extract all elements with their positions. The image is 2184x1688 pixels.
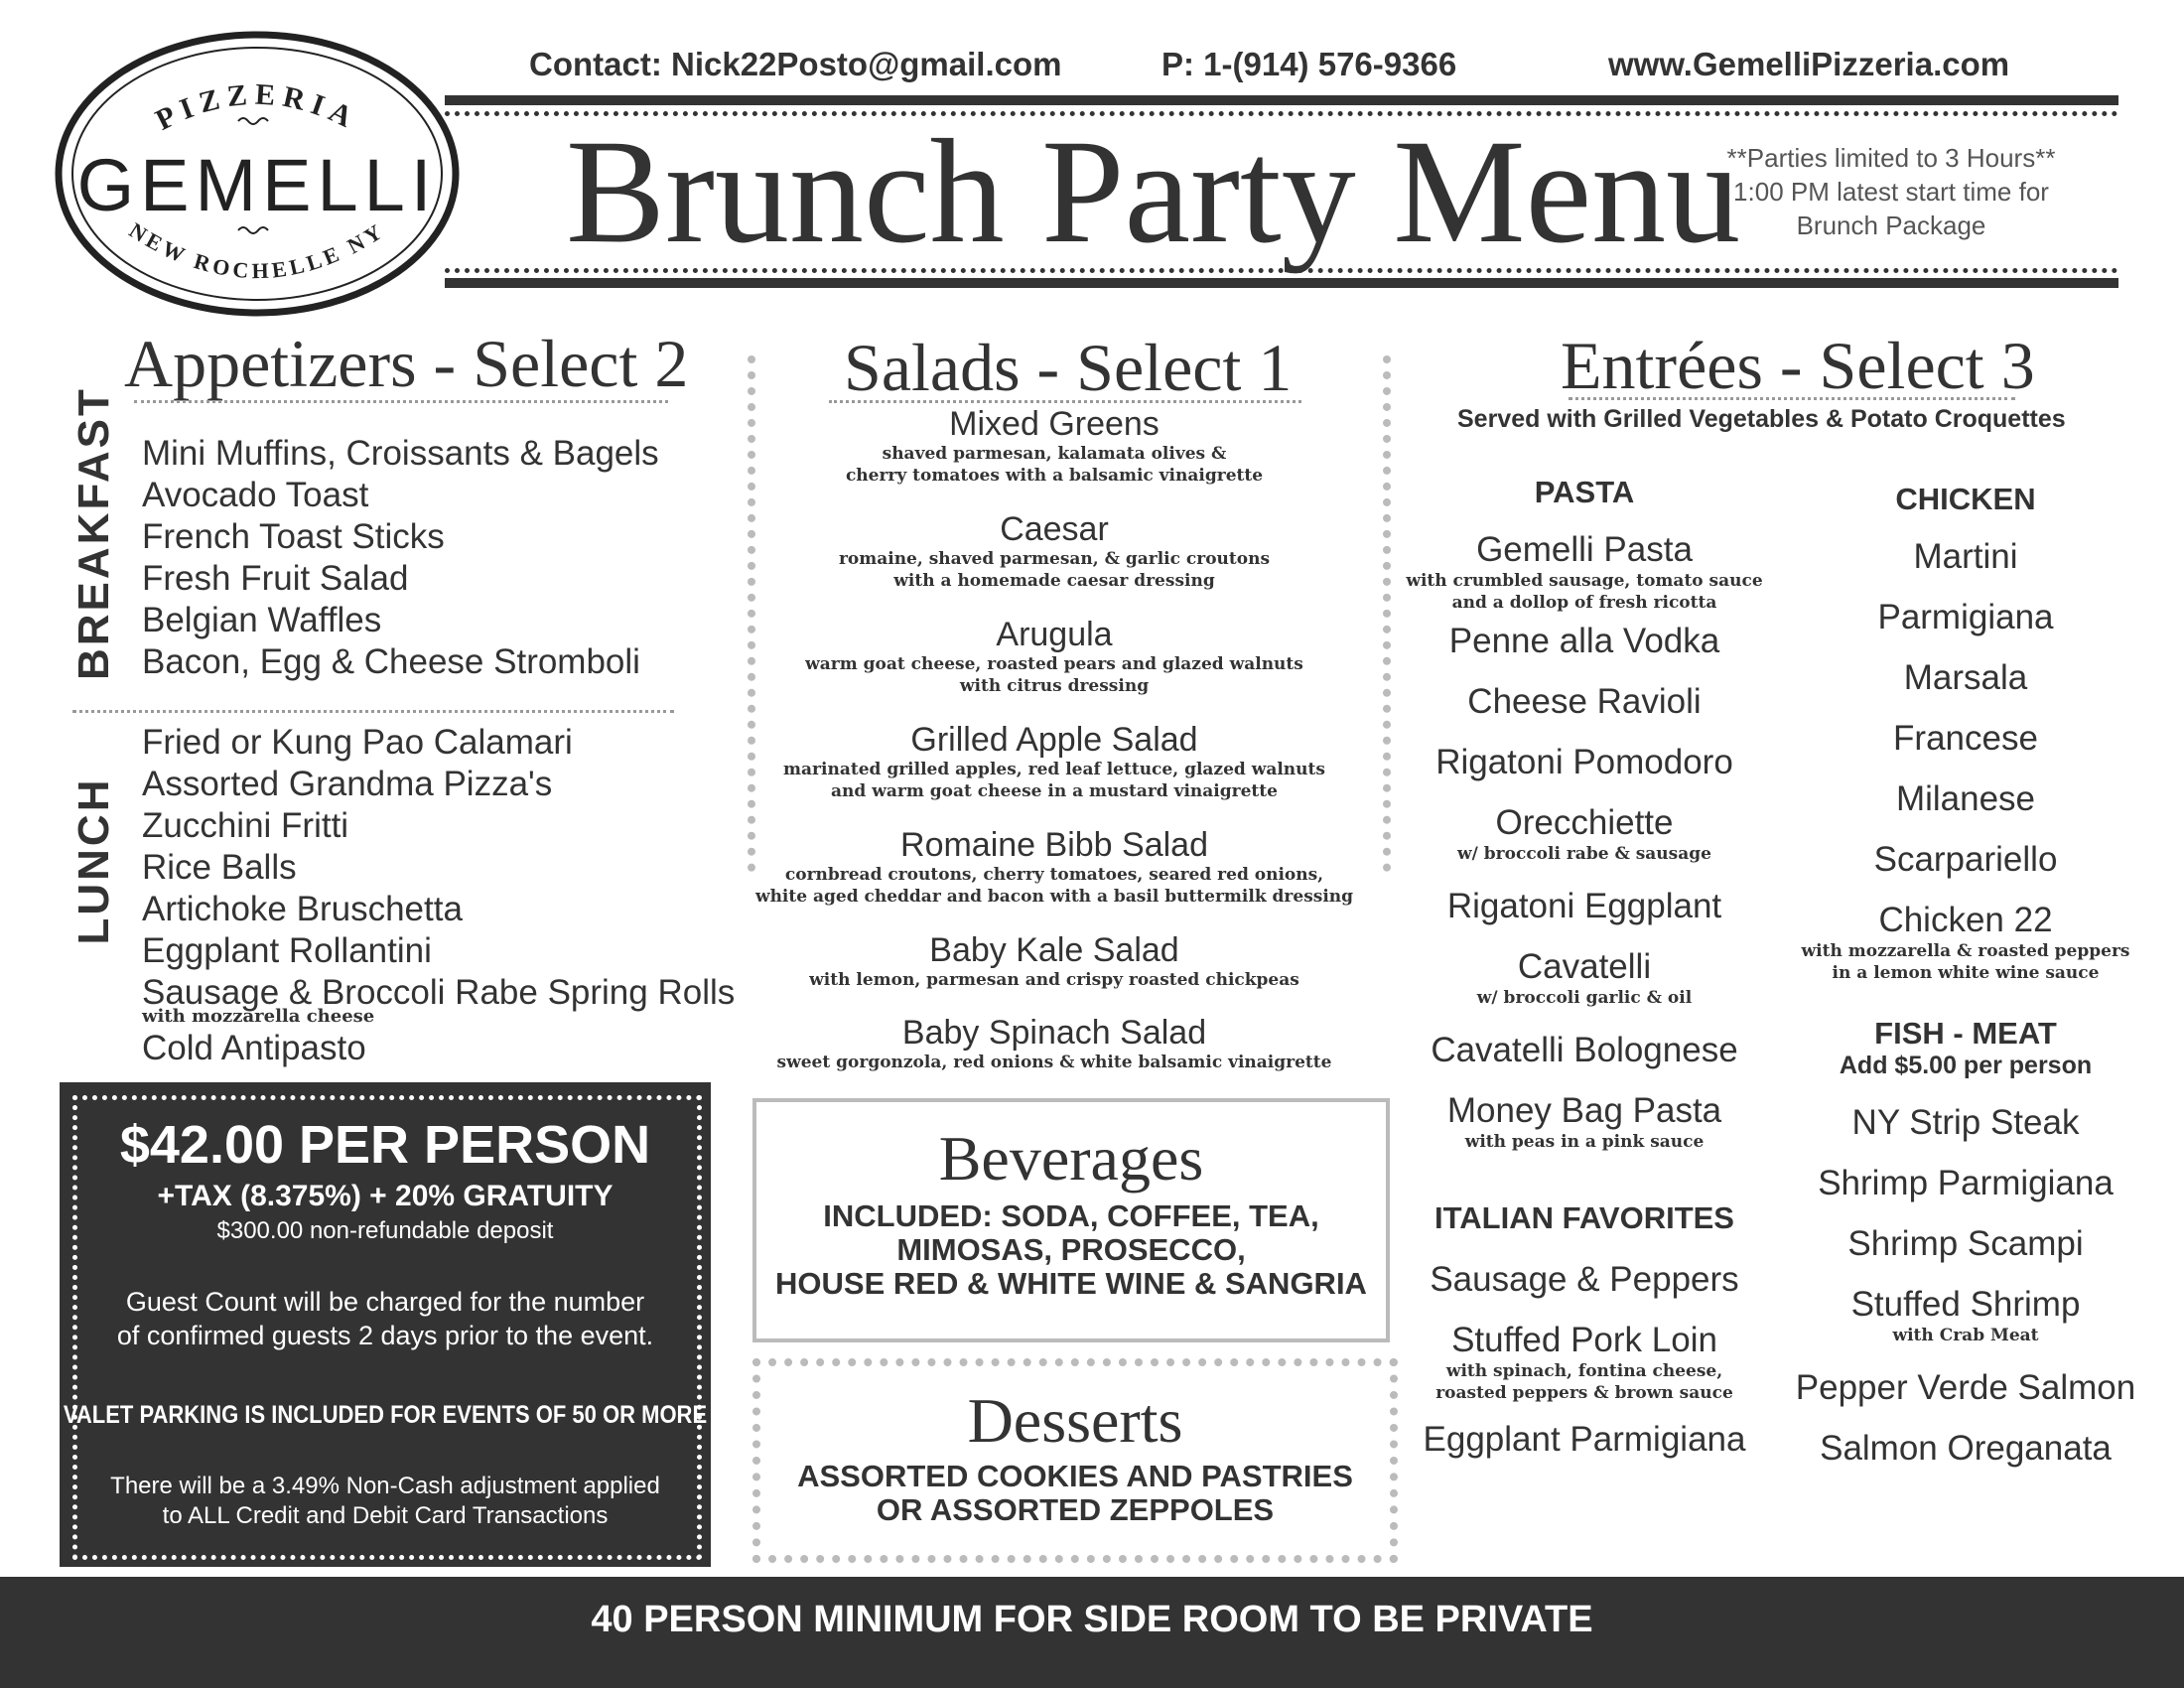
entree-item: Pepper Verde Salmon <box>1795 1368 2136 1407</box>
salad-desc: romaine, shaved parmesan, & garlic croutons <box>838 549 1271 569</box>
desserts-list <box>752 1460 1398 1527</box>
salad-item <box>747 510 1362 616</box>
header-bottom-rule <box>445 278 2118 288</box>
entree-item: Marsala <box>1903 658 2028 697</box>
salad-desc: white aged cheddar and bacon with a basil buttermilk dressing <box>754 887 1354 907</box>
price-per-person: $42.00 PER PERSON <box>119 1115 651 1175</box>
entree-item: Cheese Ravioli <box>1467 682 1702 721</box>
entree-item <box>1390 947 1779 1031</box>
salads-title-underline <box>829 400 1301 403</box>
salad-name: Baby Kale Salad <box>929 931 1179 969</box>
appetizers-title-underline <box>134 400 668 403</box>
entree-desc: and a dollop of fresh ricotta <box>1451 593 1717 613</box>
salad-desc: warm goat cheese, roasted pears and glazed walnuts <box>805 654 1303 674</box>
entree-item <box>1777 1285 2154 1368</box>
list-item: French Toast Sticks <box>142 517 445 556</box>
beverages-title: Beverages <box>938 1123 1204 1194</box>
entree-desc: with spinach, fontina cheese, <box>1445 1361 1723 1381</box>
contact-email: Contact: Nick22Posto@gmail.com <box>529 46 1062 82</box>
salad-desc: with a homemade caesar dressing <box>893 571 1215 591</box>
entree-item: Martini <box>1913 537 2018 576</box>
entree-item: Salmon Oreganata <box>1820 1429 2112 1468</box>
list-item: Belgian Waffles <box>142 601 382 639</box>
breakfast-list <box>142 433 659 683</box>
non-cash-line: to ALL Credit and Debit Card Transactions <box>162 1502 609 1529</box>
chicken-column <box>1777 482 2154 1489</box>
fish-meat-category: FISH - MEAT <box>1874 1016 2057 1051</box>
salad-desc: cherry tomatoes with a balsamic vinaigrette <box>845 466 1264 486</box>
entree-desc: with Crab Meat <box>1892 1326 2039 1345</box>
entree-item <box>1390 1321 1779 1420</box>
beverages-line: MIMOSAS, PROSECCO, <box>896 1232 1246 1267</box>
lunch-label: LUNCH <box>69 776 118 945</box>
entree-name: Stuffed Shrimp <box>1850 1285 2081 1324</box>
entree-desc: with peas in a pink sauce <box>1464 1132 1705 1152</box>
salad-item <box>747 931 1362 1014</box>
entree-name: Cavatelli <box>1517 947 1652 986</box>
salad-name: Grilled Apple Salad <box>910 721 1198 759</box>
entrees-subtitle: Served with Grilled Vegetables & Potato Croquettes <box>1457 405 2066 433</box>
guest-count-line: Guest Count will be charged for the number <box>125 1287 645 1317</box>
salad-desc: with citrus dressing <box>959 676 1150 696</box>
gemelli-logo <box>55 30 460 318</box>
beverages-line: INCLUDED: SODA, COFFEE, TEA, <box>823 1198 1319 1233</box>
list-item: Fresh Fruit Salad <box>142 559 409 598</box>
logo-bottom-text: NEW ROCHELLE NY <box>124 216 390 284</box>
entree-item: NY Strip Steak <box>1851 1103 2080 1142</box>
list-item: Cold Antipasto <box>142 1029 366 1067</box>
entree-item: Shrimp Scampi <box>1847 1224 2084 1263</box>
desserts-title: Desserts <box>967 1385 1183 1456</box>
page-title: Brunch Party Menu <box>566 109 1741 274</box>
salad-item <box>747 1014 1362 1083</box>
list-item: Zucchini Fritti <box>142 806 349 845</box>
list-item: Avocado Toast <box>142 476 369 514</box>
logo-top-text: PIZZERIA <box>150 77 364 137</box>
salad-item <box>747 616 1362 721</box>
entree-desc: with crumbled sausage, tomato sauce <box>1406 571 1763 591</box>
entrees-title: Entrées - Select 3 <box>1561 328 2035 403</box>
entree-item: Parmigiana <box>1877 598 2054 636</box>
entree-item: Penne alla Vodka <box>1448 622 1720 660</box>
italian-category: ITALIAN FAVORITES <box>1434 1200 1734 1235</box>
logo-name: GEMELLI <box>76 144 438 226</box>
non-cash-line: There will be a 3.49% Non-Cash adjustment applied <box>110 1473 660 1499</box>
party-notes <box>1673 141 2110 242</box>
salad-item <box>747 405 1362 510</box>
list-item: Fried or Kung Pao Calamari <box>142 723 573 762</box>
tax-gratuity: +TAX (8.375%) + 20% GRATUITY <box>157 1180 614 1212</box>
salad-name: Mixed Greens <box>949 405 1160 443</box>
salad-desc: with lemon, parmesan and crispy roasted chickpeas <box>809 970 1299 990</box>
salad-desc: cornbread croutons, cherry tomatoes, seared red onions, <box>784 865 1324 885</box>
entree-item: Milanese <box>1895 779 2036 818</box>
entree-item: Rigatoni Eggplant <box>1446 887 1722 925</box>
beverages-list <box>752 1199 1390 1301</box>
entree-item: Sausage & Peppers <box>1430 1260 1739 1299</box>
salad-desc: sweet gorgonzola, red onions & white balsamic vinaigrette <box>776 1053 1332 1072</box>
footer-text: 40 PERSON MINIMUM FOR SIDE ROOM TO BE PRIVATE <box>591 1599 1593 1640</box>
chicken-category: CHICKEN <box>1895 482 2036 516</box>
entree-desc: with mozzarella & roasted peppers <box>1801 941 2130 961</box>
salad-name: Romaine Bibb Salad <box>900 826 1208 864</box>
list-item: Assorted Grandma Pizza's <box>142 765 553 803</box>
entree-item: Francese <box>1893 719 2038 758</box>
salad-desc: marinated grilled apples, red leaf lettuce, glazed walnuts <box>783 760 1325 779</box>
guest-count-note <box>60 1285 711 1352</box>
guest-count-line: of confirmed guests 2 days prior to the event. <box>116 1321 654 1350</box>
entree-desc: w/ broccoli rabe & sausage <box>1457 844 1711 864</box>
list-item: Rice Balls <box>142 848 297 887</box>
note-line: 1:00 PM latest start time for <box>1733 177 2049 207</box>
entree-item: Cavatelli Bolognese <box>1431 1031 1738 1069</box>
list-item: Eggplant Rollantini <box>142 931 432 970</box>
lunch-list <box>142 722 735 1069</box>
salads-title: Salads - Select 1 <box>844 330 1293 405</box>
salad-desc: shaved parmesan, kalamata olives & <box>882 444 1227 464</box>
entree-item <box>1777 901 2154 1016</box>
non-cash-note <box>60 1472 711 1531</box>
list-item: Bacon, Egg & Cheese Stromboli <box>142 642 640 681</box>
fish-surcharge: Add $5.00 per person <box>1839 1052 2093 1079</box>
entree-item <box>1390 530 1779 622</box>
salad-name: Arugula <box>996 616 1113 653</box>
breakfast-lunch-divider <box>72 710 674 713</box>
entree-name: Orecchiette <box>1495 803 1674 842</box>
desserts-line: OR ASSORTED ZEPPOLES <box>876 1492 1275 1527</box>
pasta-category: PASTA <box>1534 475 1635 509</box>
entree-item: Shrimp Parmigiana <box>1818 1164 2114 1202</box>
entree-desc: roasted peppers & brown sauce <box>1435 1383 1733 1403</box>
salad-name: Caesar <box>1000 510 1109 548</box>
contact-phone: P: 1-(914) 576-9366 <box>1161 46 1457 82</box>
entree-name: Gemelli Pasta <box>1476 530 1693 569</box>
header-top-rule <box>445 95 2118 105</box>
list-item: Mini Muffins, Croissants & Bagels <box>142 434 659 473</box>
salad-desc: and warm goat cheese in a mustard vinaigrette <box>831 781 1278 801</box>
pasta-column <box>1390 475 1779 1480</box>
valet-note: VALET PARKING IS INCLUDED FOR EVENTS OF 50 OR MORE <box>63 1400 708 1429</box>
beverages-line: HOUSE RED & WHITE WINE & SANGRIA <box>775 1266 1367 1301</box>
salads-list <box>747 405 1362 1083</box>
entree-name: Money Bag Pasta <box>1446 1091 1722 1130</box>
breakfast-label: BREAKFAST <box>69 386 118 680</box>
list-item: Sausage & Broccoli Rabe Spring Rolls <box>142 973 736 1012</box>
entree-name: Chicken 22 <box>1878 901 2053 939</box>
entree-item: Rigatoni Pomodoro <box>1435 743 1733 781</box>
entree-item: Scarpariello <box>1873 840 2058 879</box>
entree-desc: in a lemon white wine sauce <box>1832 963 2100 983</box>
note-line: **Parties limited to 3 Hours** <box>1726 143 2056 173</box>
deposit-note: $300.00 non-refundable deposit <box>216 1217 554 1244</box>
entree-name: Stuffed Pork Loin <box>1451 1321 1717 1359</box>
note-line: Brunch Package <box>1796 211 1986 240</box>
list-item: Artichoke Bruschetta <box>142 890 463 928</box>
spring-rolls-note: with mozzarella cheese <box>142 1006 375 1027</box>
salad-item <box>747 721 1362 826</box>
salad-name: Baby Spinach Salad <box>901 1014 1207 1052</box>
appetizers-title: Appetizers - Select 2 <box>124 326 689 401</box>
entree-desc: w/ broccoli garlic & oil <box>1476 988 1693 1008</box>
entree-item <box>1390 1091 1779 1200</box>
salad-item <box>747 826 1362 931</box>
entree-item <box>1390 803 1779 887</box>
entrees-title-underline <box>1569 397 2015 400</box>
website-link[interactable]: www.GemelliPizzeria.com <box>1608 46 2010 82</box>
entree-item: Eggplant Parmigiana <box>1423 1420 1746 1459</box>
desserts-line: ASSORTED COOKIES AND PASTRIES <box>797 1459 1353 1493</box>
